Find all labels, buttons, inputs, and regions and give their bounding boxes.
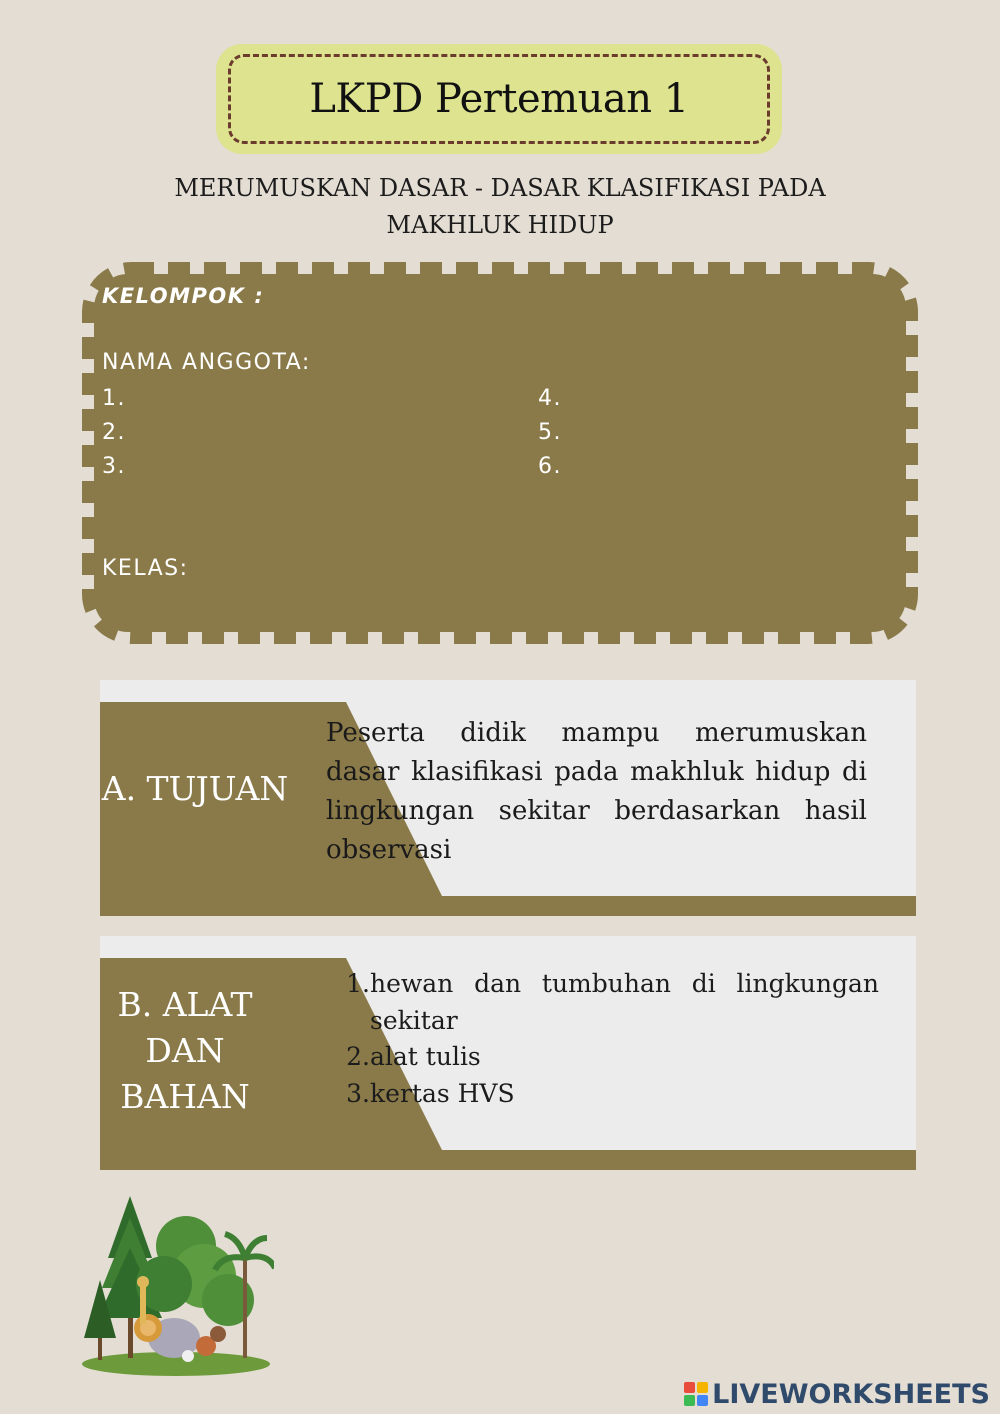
section-a-body: Peserta didik mampu merumuskan dasar klasifikasi pada makhluk hidup di lingkungan sekitar berdasarkan hasil observasi [326,718,867,865]
liveworksheets-logo-icon [684,1382,708,1406]
member-line-6[interactable]: 6. [538,454,562,479]
list-item [346,1076,879,1113]
class-label[interactable]: KELAS: [102,556,189,581]
subtitle-line-1: MERUMUSKAN DASAR - DASAR KLASIFIKASI PADA [174,174,826,202]
list-item [346,1039,879,1076]
title-banner [216,44,782,154]
group-info-box [82,262,918,644]
section-b-heading-line-1: B. ALAT [117,985,253,1024]
page-subtitle [150,170,850,244]
list-item-text: alat tulis [370,1042,481,1071]
materials-list [346,966,879,1112]
title-dashed-border [228,54,770,144]
section-b-heading-line-2: DAN [145,1031,225,1070]
section-a-panel [100,680,916,916]
member-line-3[interactable]: 3. [102,454,126,479]
member-line-4[interactable]: 4. [538,386,562,411]
section-a-heading: A. TUJUAN [101,769,289,808]
group-box-fill [94,274,906,632]
member-line-5[interactable]: 5. [538,420,562,445]
section-b-bottom-bar [100,1150,916,1170]
list-item-number: 1. [346,969,370,998]
forest-animals-illustration [78,1188,274,1378]
list-item [346,966,879,1039]
member-line-1[interactable]: 1. [102,386,126,411]
liveworksheets-brand[interactable] [684,1378,990,1410]
section-b-heading [100,982,270,1120]
section-a-bottom-bar [100,896,916,916]
members-label: NAMA ANGGOTA: [102,350,311,375]
list-item-text: hewan dan tumbuhan di lingkungan sekitar [370,969,879,1035]
page-title: LKPD Pertemuan 1 [309,76,689,122]
list-item-number: 2. [346,1042,370,1071]
subtitle-line-2: MAKHLUK HIDUP [386,211,614,239]
list-item-text: kertas HVS [370,1078,515,1108]
section-b-heading-line-3: BAHAN [120,1077,250,1116]
list-item-number: 3. [346,1078,370,1108]
member-line-2[interactable]: 2. [102,420,126,445]
kelompok-label: KELOMPOK : [102,284,265,308]
brand-name: LIVEWORKSHEETS [712,1378,990,1410]
section-b-panel [100,936,916,1170]
